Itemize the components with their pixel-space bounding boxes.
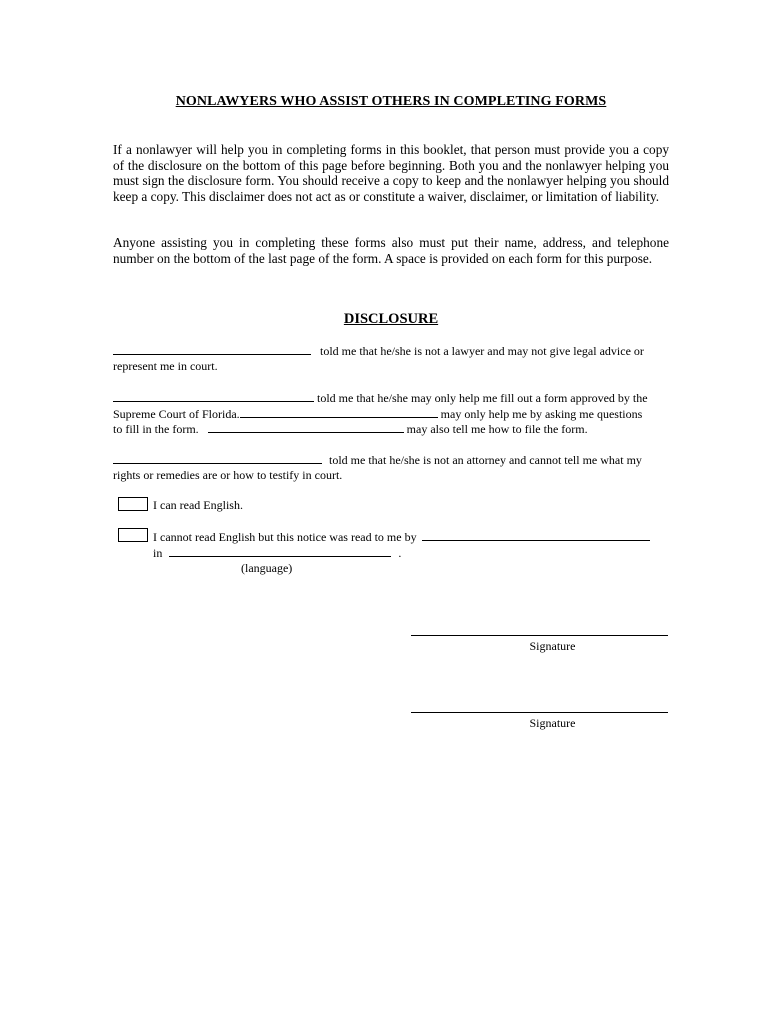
option-read-to-line xyxy=(153,529,650,545)
statement-2-line-2 xyxy=(113,406,642,422)
statement-2-line-1 xyxy=(113,390,648,406)
statement-2-text-c1: to fill in the form. xyxy=(113,422,199,436)
cannot-read-english-checkbox[interactable] xyxy=(118,528,148,542)
nonlawyer-name-blank-4[interactable] xyxy=(208,421,404,433)
statement-3-text-b: rights or remedies are or how to testify in court. xyxy=(113,468,343,482)
language-period: . xyxy=(398,546,402,560)
statement-2-text-a: told me that he/she may only help me fill out a form approved by the xyxy=(317,391,648,405)
language-blank[interactable] xyxy=(169,545,391,557)
intro-paragraph-2: Anyone assisting you in completing these forms also must put their name, address, and telephone number on the bottom of the last page of the form. A space is provided on each form for this purpose. xyxy=(113,235,669,266)
nonlawyer-name-blank-3[interactable] xyxy=(240,406,438,418)
statement-1-text-a: told me that he/she is not a lawyer and may not give legal advice or xyxy=(320,344,644,358)
signature-line-2[interactable] xyxy=(411,712,668,713)
nonlawyer-name-blank-5[interactable] xyxy=(113,452,322,464)
reader-name-blank[interactable] xyxy=(422,529,650,541)
in-label: in xyxy=(153,546,163,560)
statement-2-text-b2: may only help me by asking me questions xyxy=(440,407,643,421)
nonlawyer-name-blank-2[interactable] xyxy=(113,390,314,402)
statement-3-line-1 xyxy=(113,452,642,468)
page-title: NONLAWYERS WHO ASSIST OTHERS IN COMPLETING FORMS xyxy=(175,94,607,109)
nonlawyer-name-blank-1[interactable] xyxy=(113,343,311,355)
disclosure-heading: DISCLOSURE xyxy=(343,311,439,327)
statement-2-line-3 xyxy=(113,421,588,437)
intro-paragraph-1: If a nonlawyer will help you in completing forms in this booklet, that person must provide you a copy of the disclosure on the bottom of this page before beginning. Both you and the nonlawyer helping you must sign the disclosure form. You should receive a copy to keep and the nonlawyer helping you should keep a copy. This disclaimer does not act as or constitute a waiver, disclaimer, or limitation of liability. xyxy=(113,142,669,205)
language-line xyxy=(153,545,401,561)
statement-1-text-b: represent me in court. xyxy=(113,359,218,373)
signature-label-2: Signature xyxy=(529,716,576,730)
option-read-to-label: I cannot read English but this notice was read to me by xyxy=(153,530,417,544)
language-caption: (language) xyxy=(241,561,293,575)
statement-2-text-c2: may also tell me how to file the form. xyxy=(406,422,588,436)
statement-2-text-b1: Supreme Court of Florida. xyxy=(113,407,240,421)
statement-3-text-a: told me that he/she is not an attorney and cannot tell me what my xyxy=(329,453,642,467)
option-read-english-label: I can read English. xyxy=(153,498,243,512)
signature-label-1: Signature xyxy=(529,639,576,653)
read-english-checkbox[interactable] xyxy=(118,497,148,511)
statement-1-line-1 xyxy=(113,343,644,359)
signature-line-1[interactable] xyxy=(411,635,668,636)
